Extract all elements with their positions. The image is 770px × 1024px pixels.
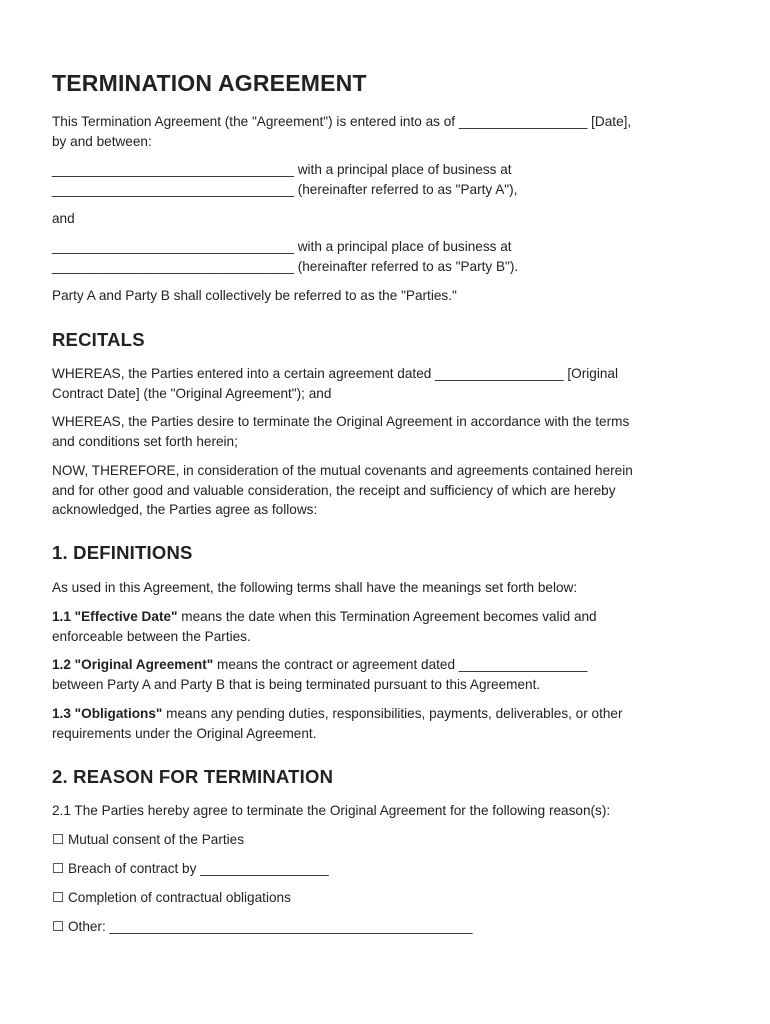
intro-paragraph [52,112,722,151]
parties-paragraph: Party A and Party B shall collectively be referred to as the "Parties." [52,288,457,303]
reason-heading: 2. REASON FOR TERMINATION [52,766,334,787]
definition-1-1-line-2: enforceable between the Parties. [52,628,251,644]
whereas-1-line-1: WHEREAS, the Parties entered into a certain agreement dated _________________ [Original [52,366,619,381]
whereas-2-line-1: WHEREAS, the Parties desire to terminate the Original Agreement in accordance with the terms [52,414,630,429]
document-title: TERMINATION AGREEMENT [52,70,367,96]
now-therefore-line-3: acknowledged, the Parties agree as follows: [52,502,318,517]
whereas-2-line-2: and conditions set forth herein; [52,433,238,449]
whereas-2-paragraph [52,412,722,451]
definition-1-3 [52,704,722,743]
definitions-heading: 1. DEFINITIONS [52,542,193,563]
intro-line-1: This Termination Agreement (the "Agreement") is entered into as of _________________ [Date], [52,114,632,129]
reason-option-other[interactable]: ☐ Other: ________________________________________________ [52,919,473,934]
now-therefore-paragraph [52,461,722,520]
party-b-paragraph [52,237,722,276]
definition-1-3-line-1: means any pending duties, responsibilities, payments, deliverables, or other [162,706,623,721]
reason-intro: 2.1 The Parties hereby agree to terminate the Original Agreement for the following reason(s): [52,803,611,818]
reason-option-completion[interactable]: ☐ Completion of contractual obligations [52,890,291,905]
party-b-line-1: ________________________________ with a principal place of business at [52,239,512,254]
now-therefore-line-1: NOW, THEREFORE, in consideration of the mutual covenants and agreements contained herein [52,463,633,478]
reason-option-mutual-consent[interactable]: ☐ Mutual consent of the Parties [52,832,245,847]
reason-option-breach[interactable]: ☐ Breach of contract by _________________ [52,861,329,876]
party-a-line-2: ________________________________ (hereinafter referred to as "Party A"), [52,181,518,197]
now-therefore-line-2: and for other good and valuable consideration, the receipt and sufficiency of which are hereby [52,482,616,498]
and-text: and [52,211,75,226]
definition-1-3-line-2: requirements under the Original Agreement. [52,725,317,741]
party-a-line-1: ________________________________ with a principal place of business at [52,162,512,177]
definitions-intro: As used in this Agreement, the following terms shall have the meanings set forth below: [52,580,578,595]
whereas-1-paragraph [52,364,722,403]
party-a-paragraph [52,160,722,199]
intro-line-2: by and between: [52,133,152,149]
whereas-1-line-2: Contract Date] (the "Original Agreement"); and [52,385,332,401]
definition-1-1-term: 1.1 "Effective Date" [52,609,178,624]
definition-1-3-term: 1.3 "Obligations" [52,706,163,721]
definition-1-1-line-1: means the date when this Termination Agreement becomes valid and [177,609,597,624]
definition-1-1 [52,607,722,646]
definition-1-2-line-2: between Party A and Party B that is being terminated pursuant to this Agreement. [52,676,541,692]
definition-1-2 [52,655,722,694]
definition-1-2-line-1: means the contract or agreement dated _________________ [213,657,588,672]
recitals-heading: RECITALS [52,329,145,350]
definition-1-2-term: 1.2 "Original Agreement" [52,657,214,672]
party-b-line-2: ________________________________ (hereinafter referred to as "Party B"). [52,258,519,274]
